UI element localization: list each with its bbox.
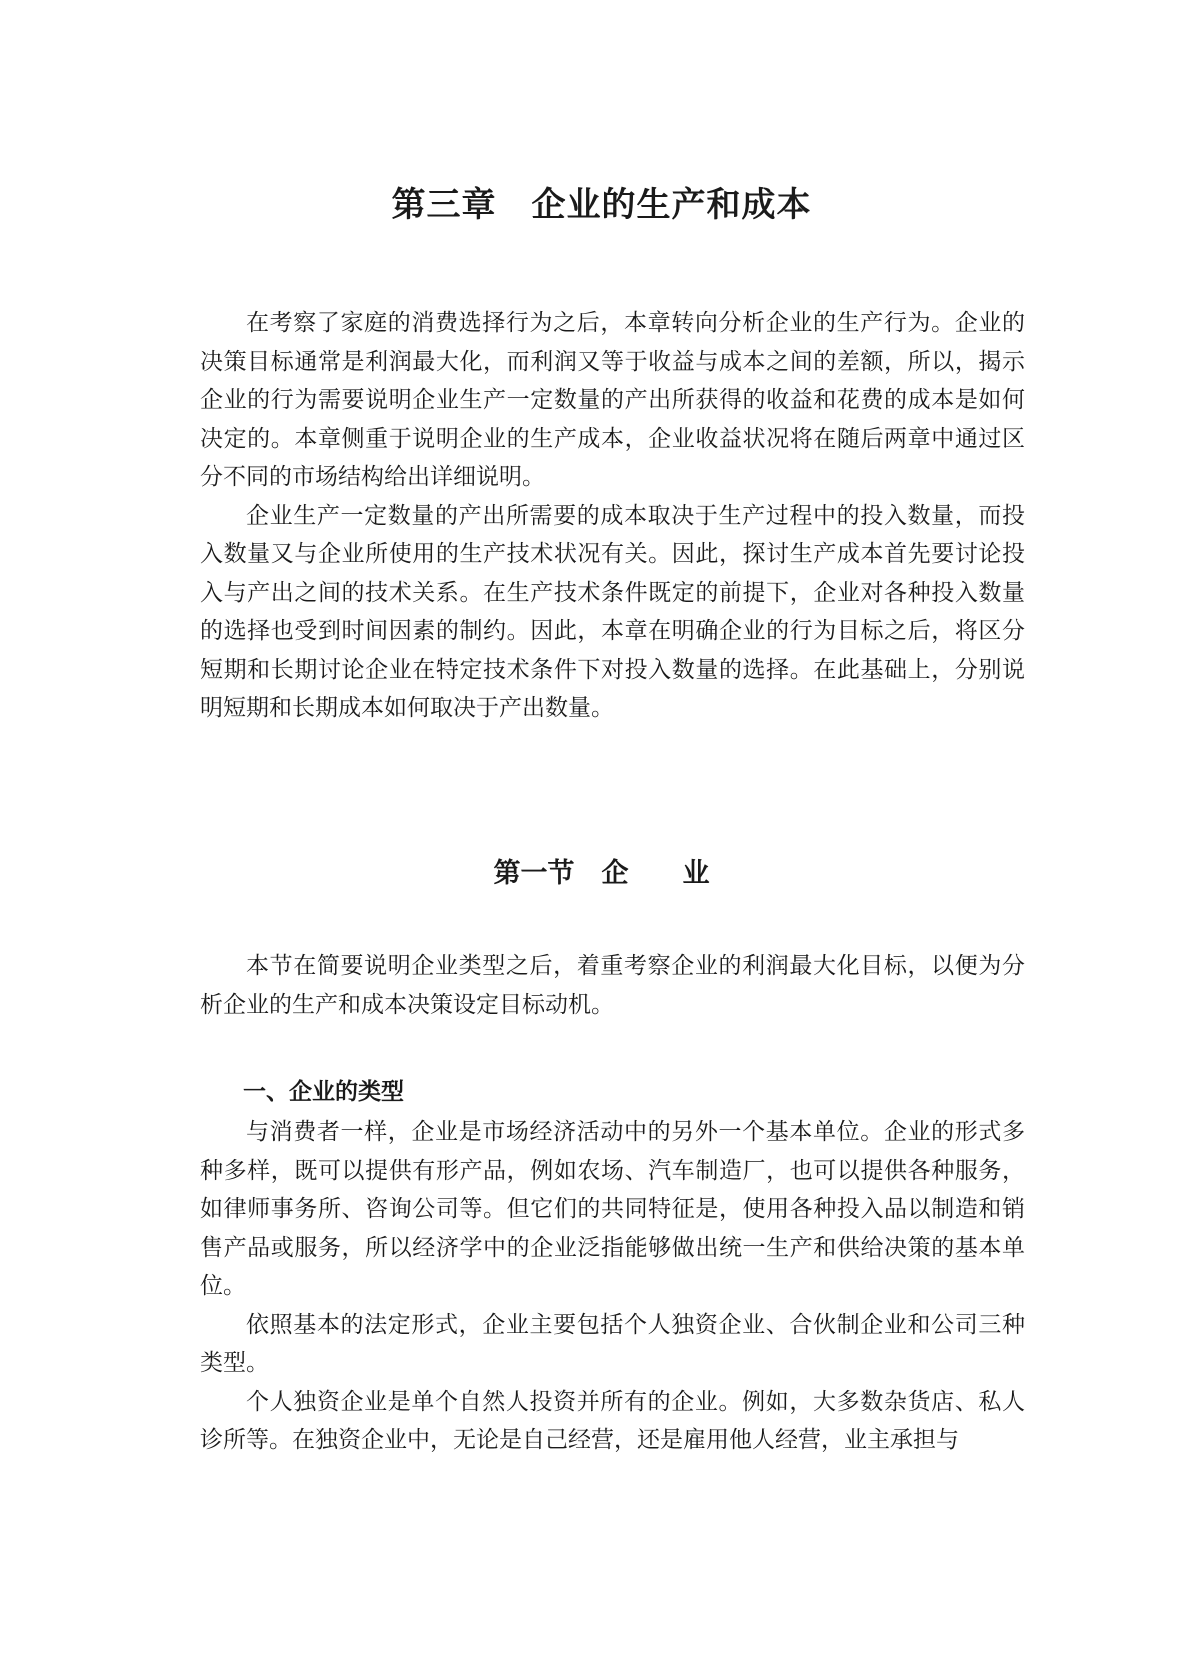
chapter-intro [200, 304, 1025, 728]
section-title: 第一节 企 业 [493, 858, 710, 889]
paragraph: 在考察了家庭的消费选择行为之后，本章转向分析企业的生产行为。企业的决策目标通常是利润最大化，而利润又等于收益与成本之间的差额，所以，揭示企业的行为需要说明企业生产一定数量的产出所获得的收益和花费的成本是如何决定的。本章侧重于说明企业的生产成本，企业收益状况将在随后两章中通过区分不同的市场结构给出详细说明。 [200, 310, 1025, 490]
section-intro [200, 947, 1025, 1024]
paragraph: 依照基本的法定形式，企业主要包括个人独资企业、合伙制企业和公司三种类型。 [200, 1311, 1025, 1376]
subsection-title: 一、企业的类型 [243, 1079, 404, 1105]
subsection-body [200, 1113, 1025, 1460]
paragraph: 本节在简要说明企业类型之后，着重考察企业的利润最大化目标，以便为分析企业的生产和成本决策设定目标动机。 [200, 953, 1025, 1018]
chapter-title: 第三章 企业的生产和成本 [391, 185, 812, 225]
paragraph: 与消费者一样，企业是市场经济活动中的另外一个基本单位。企业的形式多种多样，既可以提供有形产品，例如农场、汽车制造厂，也可以提供各种服务，如律师事务所、咨询公司等。但它们的共同特征是，使用各种投入品以制造和销售产品或服务，所以经济学中的企业泛指能够做出统一生产和供给决策的基本单位。 [200, 1119, 1025, 1299]
paragraph: 企业生产一定数量的产出所需要的成本取决于生产过程中的投入数量，而投入数量又与企业所使用的生产技术状况有关。因此，探讨生产成本首先要讨论投入与产出之间的技术关系。在生产技术条件既定的前提下，企业对各种投入数量的选择也受到时间因素的制约。因此，本章在明确企业的行为目标之后，将区分短期和长期讨论企业在特定技术条件下对投入数量的选择。在此基础上，分别说明短期和长期成本如何取决于产出数量。 [200, 502, 1025, 721]
paragraph: 个人独资企业是单个自然人投资并所有的企业。例如，大多数杂货店、私人诊所等。在独资企业中，无论是自己经营，还是雇用他人经营，业主承担与 [200, 1388, 1025, 1453]
